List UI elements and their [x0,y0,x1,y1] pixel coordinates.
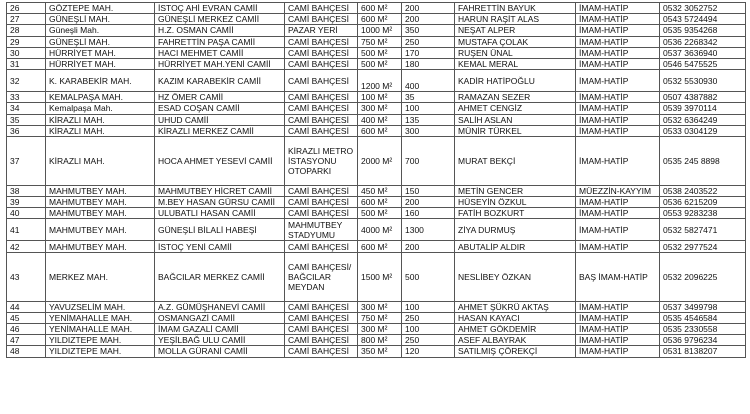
table-row [7,47,746,58]
capacity-cell: 250 [402,335,455,346]
location-cell: CAMİ BAHÇESİ [285,241,358,252]
row-number-cell: 46 [7,324,46,335]
table-row [7,335,746,346]
location-cell: CAMİ BAHÇESİ [285,36,358,47]
location-cell: CAMİ BAHÇESİ [285,114,358,125]
staff-name-cell: HARUN RAŞİT ALAS [455,14,576,25]
area-cell: 400 M² [358,114,402,125]
neighborhood-cell: HÜRRİYET MAH. [46,47,155,58]
phone-cell: 0553 9283238 [660,208,746,219]
staff-name-cell: SALİH ASLAN [455,114,576,125]
mosque-name-cell: OSMANGAZİ CAMİİ [155,312,285,323]
row-number-cell: 33 [7,92,46,103]
table-row [7,197,746,208]
capacity-cell: 250 [402,312,455,323]
staff-name-cell: METİN GENCER [455,185,576,196]
location-cell: CAMİ BAHÇESİ [285,208,358,219]
capacity-cell: 35 [402,92,455,103]
area-cell: 350 M² [358,346,402,357]
neighborhood-cell: HÜRRİYET MAH. [46,58,155,69]
role-cell: İMAM-HATİP [576,312,660,323]
neighborhood-cell: KİRAZLI MAH. [46,136,155,185]
table-row [7,185,746,196]
area-cell: 1500 M² [358,252,402,301]
phone-cell: 0535 9354268 [660,25,746,36]
area-cell: 500 M² [358,208,402,219]
staff-name-cell: MÜNİR TÜRKEL [455,125,576,136]
role-cell: İMAM-HATİP [576,136,660,185]
role-cell: BAŞ İMAM-HATİP [576,252,660,301]
neighborhood-cell: GÜNEŞLİ MAH. [46,36,155,47]
area-cell: 600 M² [358,125,402,136]
mosque-name-cell: HZ ÖMER CAMİİ [155,92,285,103]
area-cell: 1200 M² [358,70,402,92]
row-number-cell: 48 [7,346,46,357]
location-cell: PAZAR YERİ [285,25,358,36]
mosque-name-cell: İMAM GAZALİ CAMİİ [155,324,285,335]
mosque-name-cell: UHUD CAMİİ [155,114,285,125]
staff-name-cell: ZİYA DURMUŞ [455,219,576,241]
row-number-cell: 42 [7,241,46,252]
staff-name-cell: HÜSEYİN ÖZKUL [455,197,576,208]
phone-cell: 0535 245 8898 [660,136,746,185]
phone-cell: 0543 5724494 [660,14,746,25]
staff-name-cell: KEMAL MERAL [455,58,576,69]
role-cell: İMAM-HATİP [576,335,660,346]
location-cell: KİRAZLI METRO İSTASYONU OTOPARKI [285,136,358,185]
phone-cell: 0536 9796234 [660,335,746,346]
neighborhood-cell: Güneşli Mah. [46,25,155,36]
capacity-cell: 200 [402,241,455,252]
row-number-cell: 47 [7,335,46,346]
row-number-cell: 36 [7,125,46,136]
mosque-name-cell: ULUBATLI HASAN CAMİİ [155,208,285,219]
capacity-cell: 180 [402,58,455,69]
role-cell: İMAM-HATİP [576,324,660,335]
table-row [7,312,746,323]
staff-name-cell: ABUTALİP ALDIR [455,241,576,252]
capacity-cell: 100 [402,301,455,312]
location-cell: CAMİ BAHÇESİ/ BAĞCILAR MEYDAN [285,252,358,301]
capacity-cell: 120 [402,346,455,357]
row-number-cell: 28 [7,25,46,36]
area-cell: 1000 M² [358,25,402,36]
staff-name-cell: RAMAZAN SEZER [455,92,576,103]
row-number-cell: 35 [7,114,46,125]
capacity-cell: 200 [402,14,455,25]
neighborhood-cell: YILDIZTEPE MAH. [46,335,155,346]
area-cell: 100 M² [358,92,402,103]
area-cell: 2000 M² [358,136,402,185]
role-cell: İMAM-HATİP [576,14,660,25]
mosque-name-cell: KİRAZLI MERKEZ CAMİİ [155,125,285,136]
row-number-cell: 39 [7,197,46,208]
mosque-name-cell: HÜRRİYET MAH.YENİ CAMİİ [155,58,285,69]
staff-name-cell: AHMET GÖKDEMİR [455,324,576,335]
staff-name-cell: RUŞEN ÜNAL [455,47,576,58]
role-cell: İMAM-HATİP [576,36,660,47]
area-cell: 750 M² [358,312,402,323]
neighborhood-cell: YENİMAHALLE MAH. [46,312,155,323]
table-row [7,252,746,301]
row-number-cell: 43 [7,252,46,301]
role-cell: İMAM-HATİP [576,25,660,36]
mosque-name-cell: H.Z. OSMAN CAMİİ [155,25,285,36]
phone-cell: 0532 5827471 [660,219,746,241]
capacity-cell: 170 [402,47,455,58]
location-cell: CAMİ BAHÇESİ [285,47,358,58]
phone-cell: 0532 3052752 [660,3,746,14]
phone-cell: 0546 5475525 [660,58,746,69]
location-cell: CAMİ BAHÇESİ [285,346,358,357]
area-cell: 600 M² [358,197,402,208]
table-row [7,114,746,125]
area-cell: 800 M² [358,335,402,346]
area-cell: 500 M² [358,47,402,58]
neighborhood-cell: MERKEZ MAH. [46,252,155,301]
table-row [7,103,746,114]
table-row [7,219,746,241]
neighborhood-cell: KİRAZLI MAH. [46,125,155,136]
phone-cell: 0537 3499798 [660,301,746,312]
role-cell: İMAM-HATİP [576,208,660,219]
phone-cell: 0538 2403522 [660,185,746,196]
staff-name-cell: FATİH BOZKURT [455,208,576,219]
neighborhood-cell: MAHMUTBEY MAH. [46,185,155,196]
area-cell: 450 M² [358,185,402,196]
location-cell: MAHMUTBEY STADYUMU [285,219,358,241]
row-number-cell: 40 [7,208,46,219]
staff-name-cell: FAHRETTİN BAYUK [455,3,576,14]
neighborhood-cell: KİRAZLI MAH. [46,114,155,125]
phone-cell: 0536 2268342 [660,36,746,47]
mosque-name-cell: MAHMUTBEY HİCRET CAMİİ [155,185,285,196]
staff-name-cell: NEŞAT ALPER [455,25,576,36]
staff-name-cell: ASEF ALBAYRAK [455,335,576,346]
table-row [7,3,746,14]
row-number-cell: 26 [7,3,46,14]
area-cell: 4000 M² [358,219,402,241]
mosque-name-cell: GÜNEŞLİ BİLALİ HABEŞİ [155,219,285,241]
neighborhood-cell: MAHMUTBEY MAH. [46,241,155,252]
phone-cell: 0532 5530930 [660,70,746,92]
table-row [7,58,746,69]
location-cell: CAMİ BAHÇESİ [285,301,358,312]
row-number-cell: 32 [7,70,46,92]
neighborhood-cell: MAHMUTBEY MAH. [46,219,155,241]
phone-cell: 0507 4387882 [660,92,746,103]
capacity-cell: 160 [402,208,455,219]
role-cell: İMAM-HATİP [576,103,660,114]
mosque-name-cell: KAZIM KARABEKİR CAMİİ [155,70,285,92]
role-cell: İMAM-HATİP [576,47,660,58]
role-cell: İMAM-HATİP [576,346,660,357]
role-cell: İMAM-HATİP [576,92,660,103]
location-cell: CAMİ BAHÇESİ [285,14,358,25]
row-number-cell: 29 [7,36,46,47]
row-number-cell: 38 [7,185,46,196]
table-row [7,70,746,92]
capacity-cell: 250 [402,36,455,47]
row-number-cell: 37 [7,136,46,185]
phone-cell: 0536 6215209 [660,197,746,208]
capacity-cell: 400 [402,70,455,92]
staff-name-cell: AHMET CENGİZ [455,103,576,114]
mosque-name-cell: HOCA AHMET YESEVİ CAMİİ [155,136,285,185]
mosque-name-cell: A.Z. GÜMÜŞHANEVİ CAMİİ [155,301,285,312]
mosque-name-cell: GÜNEŞLİ MERKEZ CAMİİ [155,14,285,25]
area-cell: 750 M² [358,36,402,47]
location-cell: CAMİ BAHÇESİ [285,197,358,208]
phone-cell: 0535 4546584 [660,312,746,323]
location-cell: CAMİ BAHÇESİ [285,103,358,114]
neighborhood-cell: Kemalpaşa Mah. [46,103,155,114]
capacity-cell: 100 [402,103,455,114]
staff-name-cell: HASAN KAYACI [455,312,576,323]
capacity-cell: 200 [402,197,455,208]
location-cell: CAMİ BAHÇESİ [285,92,358,103]
mosque-name-cell: İSTOÇ AHİ EVRAN CAMİİ [155,3,285,14]
phone-cell: 0531 8138207 [660,346,746,357]
table-row [7,125,746,136]
staff-name-cell: SATILMIŞ ÇÖREKÇİ [455,346,576,357]
neighborhood-cell: K. KARABEKİR MAH. [46,70,155,92]
table-row [7,36,746,47]
row-number-cell: 34 [7,103,46,114]
phone-cell: 0535 2330558 [660,324,746,335]
capacity-cell: 200 [402,3,455,14]
location-cell: CAMİ BAHÇESİ [285,125,358,136]
area-cell: 300 M² [358,103,402,114]
table-row [7,136,746,185]
role-cell: İMAM-HATİP [576,197,660,208]
phone-cell: 0532 2096225 [660,252,746,301]
role-cell: İMAM-HATİP [576,241,660,252]
phone-cell: 0533 0304129 [660,125,746,136]
row-number-cell: 44 [7,301,46,312]
location-cell: CAMİ BAHÇESİ [285,58,358,69]
area-cell: 600 M² [358,241,402,252]
capacity-cell: 150 [402,185,455,196]
mosque-name-cell: HACI MEHMET CAMİİ [155,47,285,58]
capacity-cell: 300 [402,125,455,136]
neighborhood-cell: YAVUZSELİM MAH. [46,301,155,312]
role-cell: MÜEZZİN-KAYYIM [576,185,660,196]
table-row [7,324,746,335]
staff-name-cell: AHMET ŞÜKRÜ AKTAŞ [455,301,576,312]
area-cell: 500 M² [358,58,402,69]
role-cell: İMAM-HATİP [576,3,660,14]
phone-cell: 0532 2977524 [660,241,746,252]
row-number-cell: 41 [7,219,46,241]
location-cell: CAMİ BAHÇESİ [285,185,358,196]
location-cell: CAMİ BAHÇESİ [285,335,358,346]
role-cell: İMAM-HATİP [576,219,660,241]
row-number-cell: 31 [7,58,46,69]
capacity-cell: 100 [402,324,455,335]
role-cell: İMAM-HATİP [576,125,660,136]
staff-name-cell: MUSTAFA ÇOLAK [455,36,576,47]
staff-name-cell: NESLİBEY ÖZKAN [455,252,576,301]
phone-cell: 0532 6364249 [660,114,746,125]
table-row [7,14,746,25]
staff-name-cell: KADİR HATİPOĞLU [455,70,576,92]
table-row [7,208,746,219]
table-body [7,3,746,358]
row-number-cell: 27 [7,14,46,25]
location-cell: CAMİ BAHÇESİ [285,324,358,335]
capacity-cell: 350 [402,25,455,36]
table-row [7,301,746,312]
location-cell: CAMİ BAHÇESİ [285,70,358,92]
location-cell: CAMİ BAHÇESİ [285,312,358,323]
row-number-cell: 30 [7,47,46,58]
capacity-cell: 135 [402,114,455,125]
capacity-cell: 1300 [402,219,455,241]
role-cell: İMAM-HATİP [576,114,660,125]
row-number-cell: 45 [7,312,46,323]
staff-name-cell: MURAT BEKÇİ [455,136,576,185]
role-cell: İMAM-HATİP [576,301,660,312]
mosque-name-cell: ESAD COŞAN CAMİİ [155,103,285,114]
area-cell: 600 M² [358,3,402,14]
neighborhood-cell: MAHMUTBEY MAH. [46,197,155,208]
mosque-name-cell: MOLLA GÜRANİ CAMİİ [155,346,285,357]
table-row [7,92,746,103]
area-cell: 600 M² [358,14,402,25]
neighborhood-cell: YENİMAHALLE MAH. [46,324,155,335]
role-cell: İMAM-HATİP [576,70,660,92]
mosque-name-cell: BAĞCILAR MERKEZ CAMİİ [155,252,285,301]
neighborhood-cell: YILDIZTEPE MAH. [46,346,155,357]
phone-cell: 0539 3970114 [660,103,746,114]
mosque-name-cell: M.BEY HASAN GÜRSU CAMİİ [155,197,285,208]
table-row [7,346,746,357]
location-cell: CAMİ BAHÇESİ [285,3,358,14]
mosque-name-cell: İSTOÇ YENİ CAMİİ [155,241,285,252]
table-row [7,25,746,36]
role-cell: İMAM-HATİP [576,58,660,69]
mosque-name-cell: YEŞİLBAĞ ULU CAMİİ [155,335,285,346]
neighborhood-cell: GÜNEŞLİ MAH. [46,14,155,25]
neighborhood-cell: GÖZTEPE MAH. [46,3,155,14]
table-row [7,241,746,252]
capacity-cell: 700 [402,136,455,185]
capacity-cell: 500 [402,252,455,301]
area-cell: 300 M² [358,324,402,335]
mosque-table [6,2,746,358]
neighborhood-cell: KEMALPAŞA MAH. [46,92,155,103]
mosque-name-cell: FAHRETTİN PAŞA CAMİİ [155,36,285,47]
phone-cell: 0537 3636940 [660,47,746,58]
neighborhood-cell: MAHMUTBEY MAH. [46,208,155,219]
area-cell: 300 M² [358,301,402,312]
